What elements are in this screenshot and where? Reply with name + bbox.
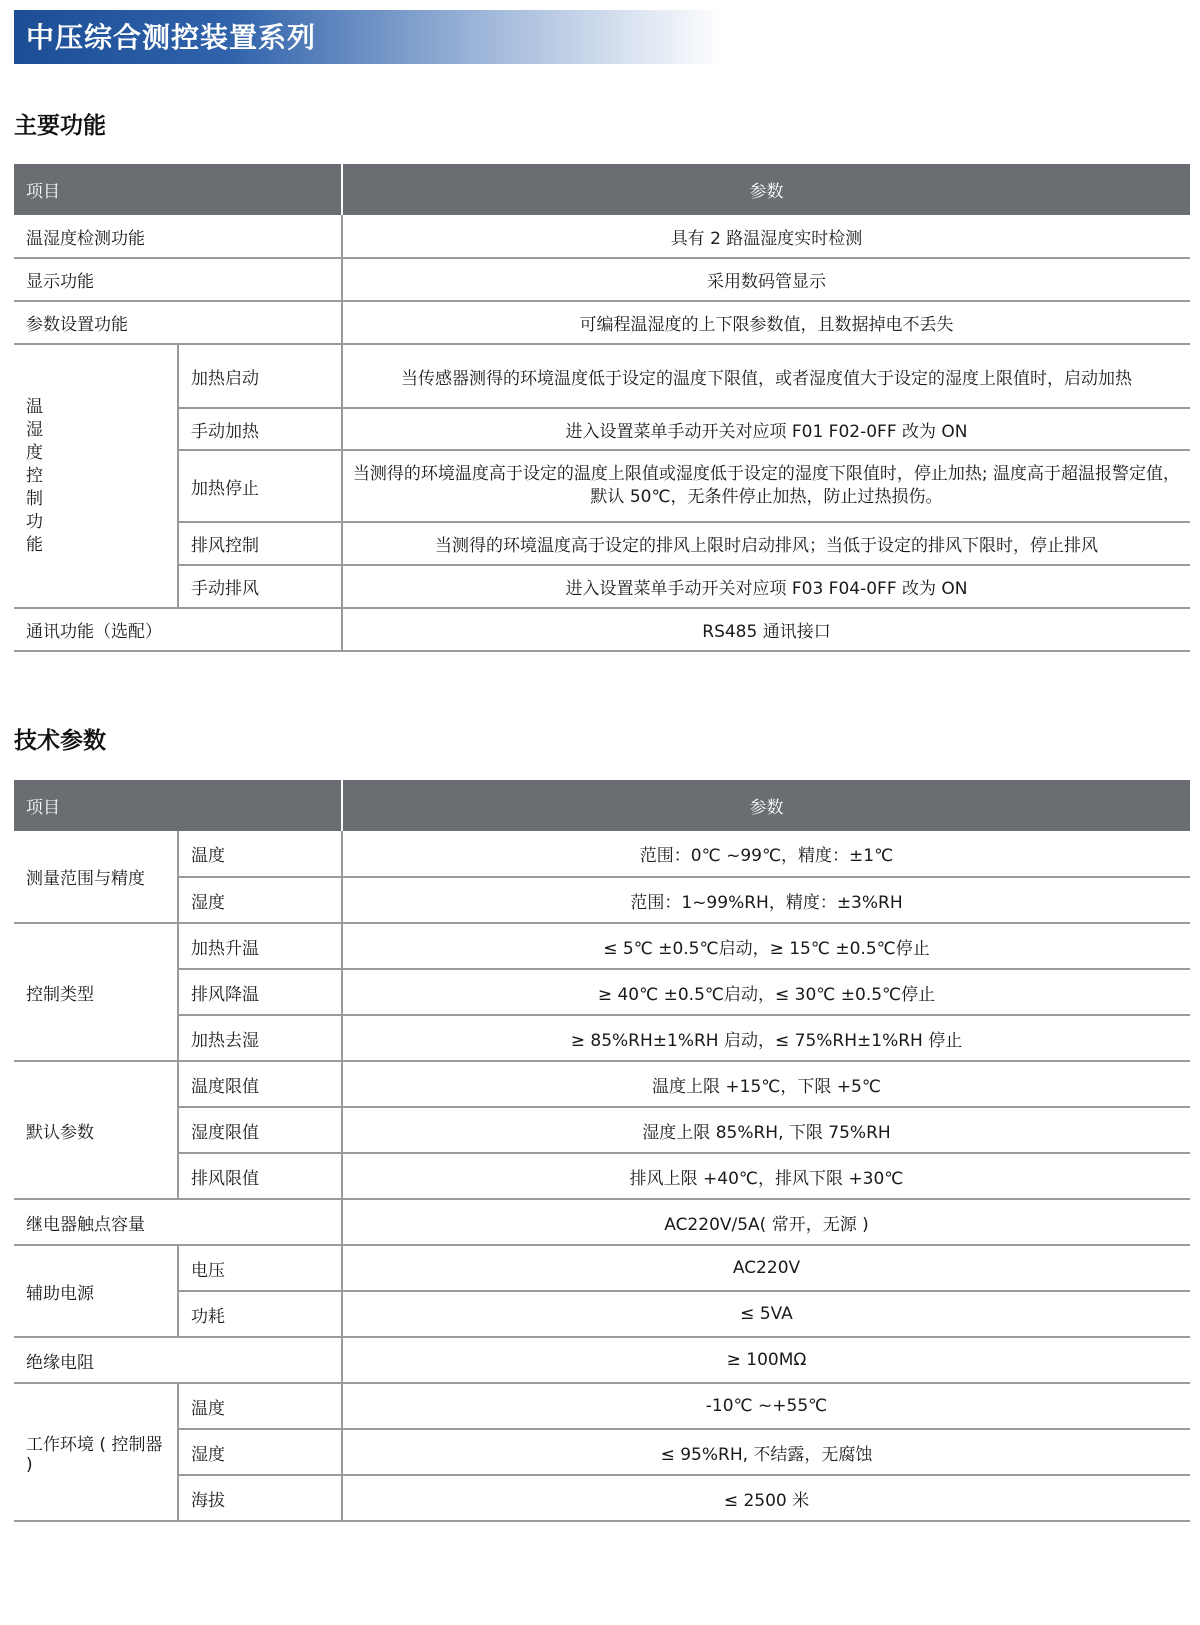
- table-row: [14, 450, 1190, 522]
- main-functions-table: [14, 164, 1190, 652]
- table-row: [14, 877, 1190, 923]
- group-label: 辅助电源: [14, 1245, 178, 1337]
- table-row: [14, 1199, 1190, 1245]
- section-title-main-functions: 主要功能: [14, 113, 106, 139]
- row-param: ≥ 100MΩ: [342, 1337, 1190, 1383]
- row-param: 具有 2 路温湿度实时检测: [342, 215, 1190, 258]
- row-param: ≤ 5℃ ±0.5℃启动，≥ 15℃ ±0.5℃停止: [342, 923, 1190, 969]
- row-param: RS485 通讯接口: [342, 608, 1190, 651]
- row-subitem: 排风降温: [178, 969, 342, 1015]
- table-row: [14, 344, 1190, 408]
- row-item: 继电器触点容量: [14, 1199, 342, 1245]
- table-row: [14, 565, 1190, 608]
- table-row: [14, 969, 1190, 1015]
- row-param: 排风上限 +40℃，排风下限 +30℃: [342, 1153, 1190, 1199]
- row-param: 范围：1~99%RH，精度：±3%RH: [342, 877, 1190, 923]
- group-label: 测量范围与精度: [14, 831, 178, 923]
- row-param: ≤ 5VA: [342, 1291, 1190, 1337]
- row-param: 采用数码管显示: [342, 258, 1190, 301]
- table-row: [14, 522, 1190, 565]
- row-param: 可编程温湿度的上下限参数值，且数据掉电不丢失: [342, 301, 1190, 344]
- row-param: ≤ 95%RH, 不结露，无腐蚀: [342, 1429, 1190, 1475]
- row-subitem: 手动加热: [178, 408, 342, 450]
- row-subitem: 湿度: [178, 1429, 342, 1475]
- row-item: 温湿度检测功能: [14, 215, 342, 258]
- table-row: [14, 608, 1190, 651]
- row-param: 当测得的环境温度高于设定的排风上限时启动排风；当低于设定的排风下限时，停止排风: [342, 522, 1190, 565]
- row-param: AC220V: [342, 1245, 1190, 1291]
- row-param: 进入设置菜单手动开关对应项 F03 F04-0FF 改为 ON: [342, 565, 1190, 608]
- table-row: [14, 258, 1190, 301]
- tech-params-table: [14, 780, 1190, 1522]
- row-param: 温度上限 +15℃，下限 +5℃: [342, 1061, 1190, 1107]
- header-param: 参数: [342, 780, 1190, 831]
- table-row: [14, 1015, 1190, 1061]
- table-header-row: [14, 780, 1190, 831]
- row-subitem: 加热停止: [178, 450, 342, 522]
- row-subitem: 加热升温: [178, 923, 342, 969]
- row-subitem: 温度: [178, 1383, 342, 1429]
- row-subitem: 手动排风: [178, 565, 342, 608]
- vertical-label: 温湿度控制功能: [26, 396, 43, 555]
- header-item: 项目: [14, 164, 342, 215]
- table-row: [14, 1475, 1190, 1521]
- row-item: 参数设置功能: [14, 301, 342, 344]
- table-row: [14, 1245, 1190, 1291]
- group-label: 控制类型: [14, 923, 178, 1061]
- table-row: [14, 1383, 1190, 1429]
- header-banner: [14, 10, 724, 64]
- row-param: 当测得的环境温度高于设定的温度上限值或湿度低于设定的湿度下限值时，停止加热; 温度高于超温报警定值，默认 50℃，无条件停止加热，防止过热损伤。: [342, 450, 1190, 522]
- row-subitem: 温度: [178, 831, 342, 877]
- banner-title: 中压综合测控装置系列: [26, 21, 317, 54]
- table-header-row: [14, 164, 1190, 215]
- group-label: 工作环境 ( 控制器 ): [14, 1383, 178, 1521]
- row-param: ≥ 85%RH±1%RH 启动，≤ 75%RH±1%RH 停止: [342, 1015, 1190, 1061]
- table-row: [14, 831, 1190, 877]
- row-param: AC220V/5A( 常开，无源 ): [342, 1199, 1190, 1245]
- table-row: [14, 215, 1190, 258]
- row-subitem: 排风控制: [178, 522, 342, 565]
- row-subitem: 电压: [178, 1245, 342, 1291]
- row-param: 范围：0℃ ~99℃，精度：±1℃: [342, 831, 1190, 877]
- row-subitem: 功耗: [178, 1291, 342, 1337]
- row-subitem: 湿度: [178, 877, 342, 923]
- row-param: 进入设置菜单手动开关对应项 F01 F02-0FF 改为 ON: [342, 408, 1190, 450]
- row-subitem: 排风限值: [178, 1153, 342, 1199]
- row-item: 绝缘电阻: [14, 1337, 342, 1383]
- row-param: -10℃ ~+55℃: [342, 1383, 1190, 1429]
- table-row: [14, 1337, 1190, 1383]
- table-row: [14, 923, 1190, 969]
- row-subitem: 海拔: [178, 1475, 342, 1521]
- table-row: [14, 1153, 1190, 1199]
- table-row: [14, 408, 1190, 450]
- header-item: 项目: [14, 780, 342, 831]
- row-subitem: 湿度限值: [178, 1107, 342, 1153]
- group-label: 默认参数: [14, 1061, 178, 1199]
- row-item: 通讯功能（选配）: [14, 608, 342, 651]
- row-param: ≤ 2500 米: [342, 1475, 1190, 1521]
- header-param: 参数: [342, 164, 1190, 215]
- table-row: [14, 1429, 1190, 1475]
- table-row: [14, 1061, 1190, 1107]
- row-subitem: 温度限值: [178, 1061, 342, 1107]
- table-row: [14, 1291, 1190, 1337]
- group-label: [14, 344, 178, 608]
- row-param: 湿度上限 85%RH, 下限 75%RH: [342, 1107, 1190, 1153]
- row-subitem: 加热启动: [178, 344, 342, 408]
- table-row: [14, 301, 1190, 344]
- row-item: 显示功能: [14, 258, 342, 301]
- row-param: 当传感器测得的环境温度低于设定的温度下限值，或者湿度值大于设定的湿度上限值时，启动加热: [342, 344, 1190, 408]
- row-subitem: 加热去湿: [178, 1015, 342, 1061]
- section-title-tech-params: 技术参数: [14, 728, 106, 754]
- row-param: ≥ 40℃ ±0.5℃启动，≤ 30℃ ±0.5℃停止: [342, 969, 1190, 1015]
- table-row: [14, 1107, 1190, 1153]
